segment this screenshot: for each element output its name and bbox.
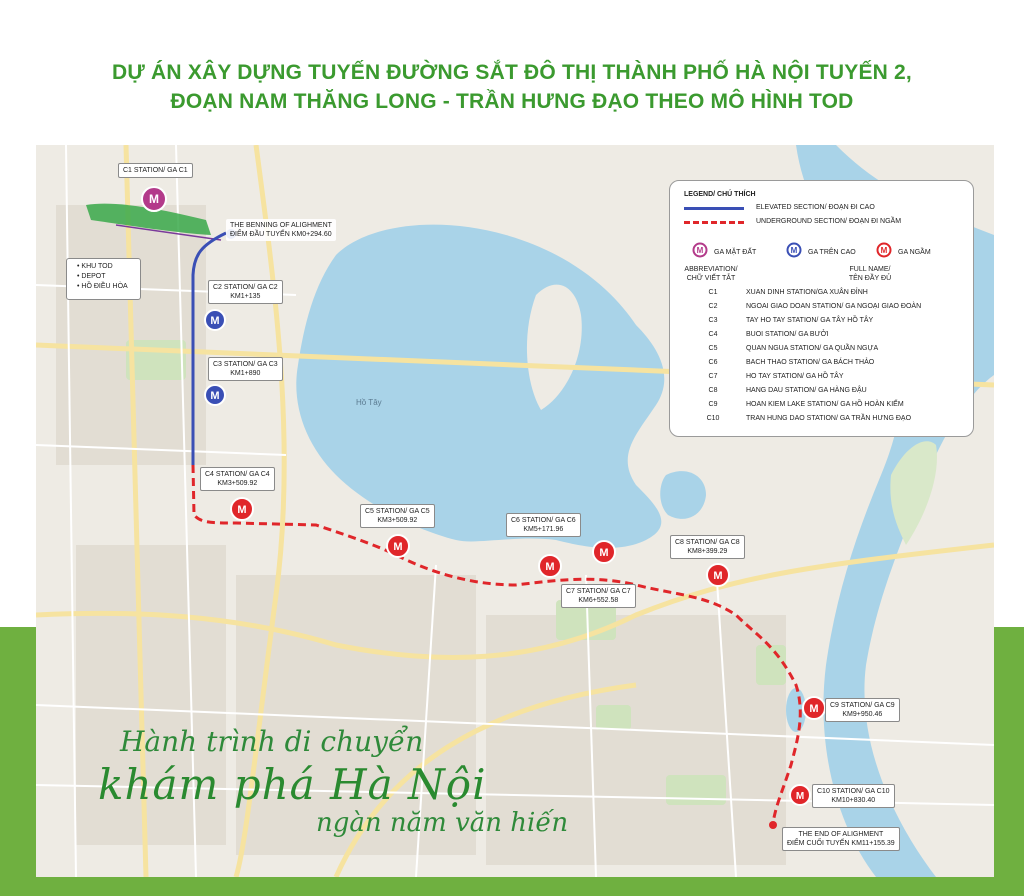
- station-c4-km: KM3+509.92: [217, 480, 258, 487]
- tod-item: • KHU TOD: [77, 263, 113, 270]
- legend-row: C6 BACH THAO STATION/ GA BÁCH THẢO: [708, 359, 875, 366]
- legend-fullname-header: FULL NAME/ TÊN ĐẦY ĐỦ: [848, 266, 892, 282]
- page-title-line-2: ĐOẠN NAM THĂNG LONG - TRẦN HƯNG ĐẠO THEO MÔ HÌNH TOD: [170, 90, 854, 113]
- lake-label: Hồ Tây: [356, 398, 382, 407]
- legend-title: LEGEND/ CHÚ THÍCH: [684, 191, 756, 198]
- station-c6-name: C6 STATION/ GA C6: [511, 517, 576, 524]
- station-c1-pin[interactable]: [142, 187, 166, 211]
- station-c7-pin[interactable]: [593, 541, 615, 563]
- svg-text:M: M: [599, 547, 609, 559]
- legend-row: C5 QUAN NGUA STATION/ GA QUẦN NGỰA: [708, 345, 879, 352]
- underground-station-icon: [876, 242, 892, 258]
- elevated-station-icon: [786, 242, 802, 258]
- station-c8-name: C8 STATION/ GA C8: [675, 539, 740, 546]
- alignment-end-point[interactable]: [769, 821, 777, 829]
- page-title-line-1: DỰ ÁN XÂY DỰNG TUYẾN ĐƯỜNG SẮT ĐÔ THỊ THÀNH PHỐ HÀ NỘI TUYẾN 2,: [112, 61, 912, 84]
- legend-ground-label: GA MẶT ĐẤT: [714, 249, 757, 256]
- station-c6-km: KM5+171.96: [523, 526, 564, 533]
- svg-text:M: M: [393, 541, 403, 553]
- legend-elevated-station-label: GA TRÊN CAO: [808, 249, 856, 256]
- station-c10-name: C10 STATION/ GA C10: [817, 788, 890, 795]
- station-c10-tag: [812, 784, 895, 808]
- station-c8-tag: [670, 535, 745, 559]
- station-c3-name: C3 STATION/ GA C3: [213, 361, 278, 368]
- station-c6-tag: [506, 513, 581, 537]
- legend-row: C10 TRAN HUNG DAO STATION/ GA TRẦN HƯNG ĐẠO: [706, 415, 912, 422]
- station-c9-name: C9 STATION/ GA C9: [830, 702, 895, 709]
- slogan-line-3: ngàn năm văn hiến: [316, 808, 569, 838]
- legend-underground-label: UNDERGROUND SECTION/ ĐOẠN ĐI NGẦM: [756, 218, 902, 225]
- tod-item: • DEPOT: [77, 273, 106, 280]
- station-c3-tag: [208, 357, 283, 381]
- svg-text:M: M: [809, 703, 819, 715]
- legend-row: C4 BUOI STATION/ GA BƯỞI: [708, 331, 829, 338]
- station-c10-km: KM10+830.40: [831, 797, 876, 804]
- station-c9-tag: [825, 698, 900, 722]
- station-c9-pin[interactable]: [803, 697, 825, 719]
- station-c9-km: KM9+950.46: [842, 711, 883, 718]
- svg-text:M: M: [149, 192, 159, 206]
- legend-abbr-header: ABBREVIATION/ CHỮ VIẾT TẮT: [684, 266, 738, 282]
- station-c6-pin[interactable]: [539, 555, 561, 577]
- svg-text:M: M: [210, 390, 220, 402]
- tod-item: • HỒ ĐIỀU HÒA: [77, 283, 128, 290]
- station-c5-tag: [360, 504, 435, 528]
- page-title: [0, 58, 1024, 116]
- station-c1-tag: [118, 163, 193, 178]
- legend-elevated-line: [684, 207, 744, 210]
- svg-text:M: M: [545, 561, 555, 573]
- slogan-line-1: Hành trình di chuyển: [120, 725, 424, 758]
- station-c5-pin[interactable]: [387, 535, 409, 557]
- legend-row: C1 XUAN DINH STATION/GA XUÂN ĐỈNH: [708, 289, 868, 296]
- station-c7-tag: [561, 584, 636, 608]
- station-c2-km: KM1+135: [230, 293, 261, 300]
- begin-km: ĐIỂM ĐẦU TUYẾN KM0+294.60: [230, 231, 332, 238]
- station-c7-name: C7 STATION/ GA C7: [566, 588, 631, 595]
- station-c3-pin[interactable]: [205, 385, 225, 405]
- svg-text:M: M: [795, 791, 805, 802]
- legend-row: C9 HOAN KIEM LAKE STATION/ GA HỒ HOÀN KIẾM: [708, 401, 904, 408]
- slogan-line-2: khám phá Hà Nội: [98, 760, 487, 809]
- station-c2-pin[interactable]: [205, 310, 225, 330]
- svg-text:M: M: [713, 570, 723, 582]
- svg-text:M: M: [696, 246, 704, 255]
- station-c1-name: C1 STATION/ GA C1: [123, 167, 188, 174]
- begin-tag: [226, 219, 336, 241]
- legend-elevated-label: ELEVATED SECTION/ ĐOẠN ĐI CAO: [756, 204, 875, 211]
- legend-row: C3 TAY HO TAY STATION/ GA TÂY HỒ TÂY: [708, 317, 874, 324]
- station-c4-pin[interactable]: [231, 498, 253, 520]
- tod-legend-box: [66, 258, 141, 300]
- legend-row: C7 HO TAY STATION/ GA HỒ TÂY: [708, 373, 844, 380]
- svg-text:M: M: [790, 246, 798, 255]
- legend-underground-station-label: GA NGẦM: [898, 249, 931, 256]
- station-c8-km: KM8+399.29: [687, 548, 728, 555]
- end-km: ĐIỂM CUỐI TUYẾN KM11+155.39: [787, 840, 895, 847]
- ground-station-icon: [692, 242, 708, 258]
- svg-text:M: M: [880, 246, 888, 255]
- station-c4-tag: [200, 467, 275, 491]
- begin-label: THE BENNING OF ALIGHMENT: [230, 222, 332, 229]
- station-c5-km: KM3+509.92: [377, 517, 418, 524]
- legend-row: C2 NGOAI GIAO DOAN STATION/ GA NGOẠI GIAO ĐOÀN: [708, 303, 922, 310]
- end-tag: [782, 827, 900, 851]
- svg-text:M: M: [210, 315, 220, 327]
- station-c10-pin[interactable]: [790, 785, 810, 805]
- station-c2-tag: [208, 280, 283, 304]
- station-c5-name: C5 STATION/ GA C5: [365, 508, 430, 515]
- legend-row: C8 HANG DAU STATION/ GA HÀNG ĐẬU: [708, 387, 867, 394]
- legend-underground-line: [684, 221, 744, 224]
- station-c2-name: C2 STATION/ GA C2: [213, 284, 278, 291]
- station-c3-km: KM1+890: [230, 370, 261, 377]
- svg-text:M: M: [237, 504, 247, 516]
- station-c8-pin[interactable]: [707, 564, 729, 586]
- station-c4-name: C4 STATION/ GA C4: [205, 471, 270, 478]
- end-label: THE END OF ALIGHMENT: [798, 831, 884, 838]
- map-legend: [669, 180, 974, 437]
- station-c7-km: KM6+552.58: [578, 597, 619, 604]
